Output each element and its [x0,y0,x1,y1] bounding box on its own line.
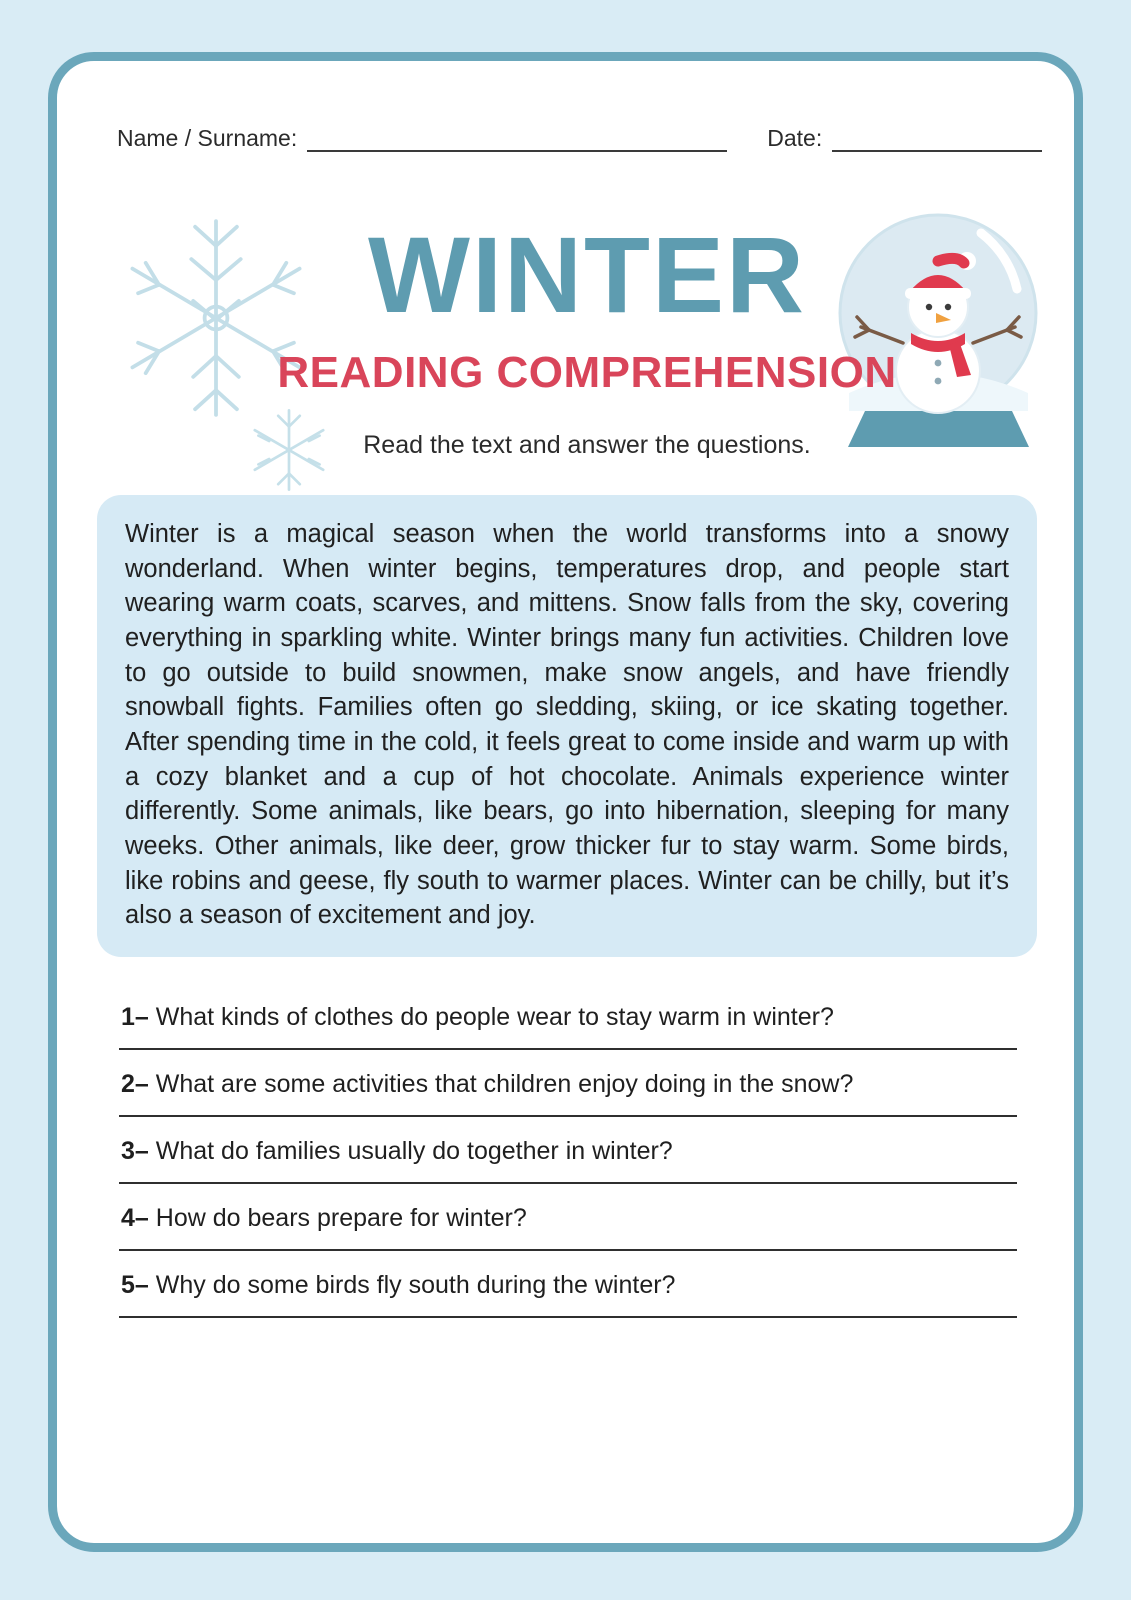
question-body: What do families usually do together in winter? [155,1137,673,1165]
title-block [79,183,1056,493]
question-item [119,1003,1019,1050]
instruction-text: Read the text and answer the questions. [363,431,811,459]
name-input[interactable] [307,132,727,152]
question-item [119,1070,1019,1117]
question-text [121,1137,1019,1166]
question-body: Why do some birds fly south during the winter? [155,1271,676,1299]
question-number: 2– [121,1070,149,1098]
question-text [121,1070,1019,1099]
date-input[interactable] [832,132,1042,152]
question-item [119,1271,1019,1318]
question-number: 5– [121,1271,149,1299]
worksheet-page [48,52,1083,1552]
question-body: How do bears prepare for winter? [155,1204,527,1232]
question-body: What are some activities that children enjoy doing in the snow? [155,1070,854,1098]
worksheet-sheet [79,83,1056,1523]
answer-line[interactable] [119,1115,1017,1117]
question-text [121,1204,1019,1233]
answer-line[interactable] [119,1048,1017,1050]
answer-line[interactable] [119,1249,1017,1251]
question-number: 4– [121,1204,149,1232]
question-body: What kinds of clothes do people wear to stay warm in winter? [155,1003,834,1031]
page-title: WINTER [368,214,806,335]
question-text [121,1271,1019,1300]
page-subtitle: READING COMPREHENSION [277,348,897,397]
question-text [121,1003,1019,1032]
question-number: 1– [121,1003,149,1031]
questions-list [119,1003,1019,1338]
reading-passage [97,495,1037,957]
name-label: Name / Surname: [117,125,298,151]
student-info-row [117,125,1017,152]
passage-text: Winter is a magical season when the world transforms into a snowy wonderland. When winter begins, temperatures drop, and people start wearing warm coats, scarves, and mittens. Snow falls from the sky, covering everything in sparkling white. Winter brings many fun activities. Children love to go outside to build snowmen, make snow angels, and have friendly snowball fights. Families often go sledding, skiing, or ice skating together. After spending time in the cold, it feels great to come inside and warm up with a cozy blanket and a cup of hot chocolate. Animals experience winter differently. Some animals, like bears, go into hibernation, sleeping for many weeks. Other animals, like deer, grow thicker fur to stay warm. Some birds, like robins and geese, fly south to warmer places. Winter can be chilly, but it’s also a season of excitement and joy. [125,520,1009,930]
question-item [119,1204,1019,1251]
date-label: Date: [767,125,823,151]
answer-line[interactable] [119,1182,1017,1184]
question-item [119,1137,1019,1184]
question-number: 3– [121,1137,149,1165]
answer-line[interactable] [119,1316,1017,1318]
